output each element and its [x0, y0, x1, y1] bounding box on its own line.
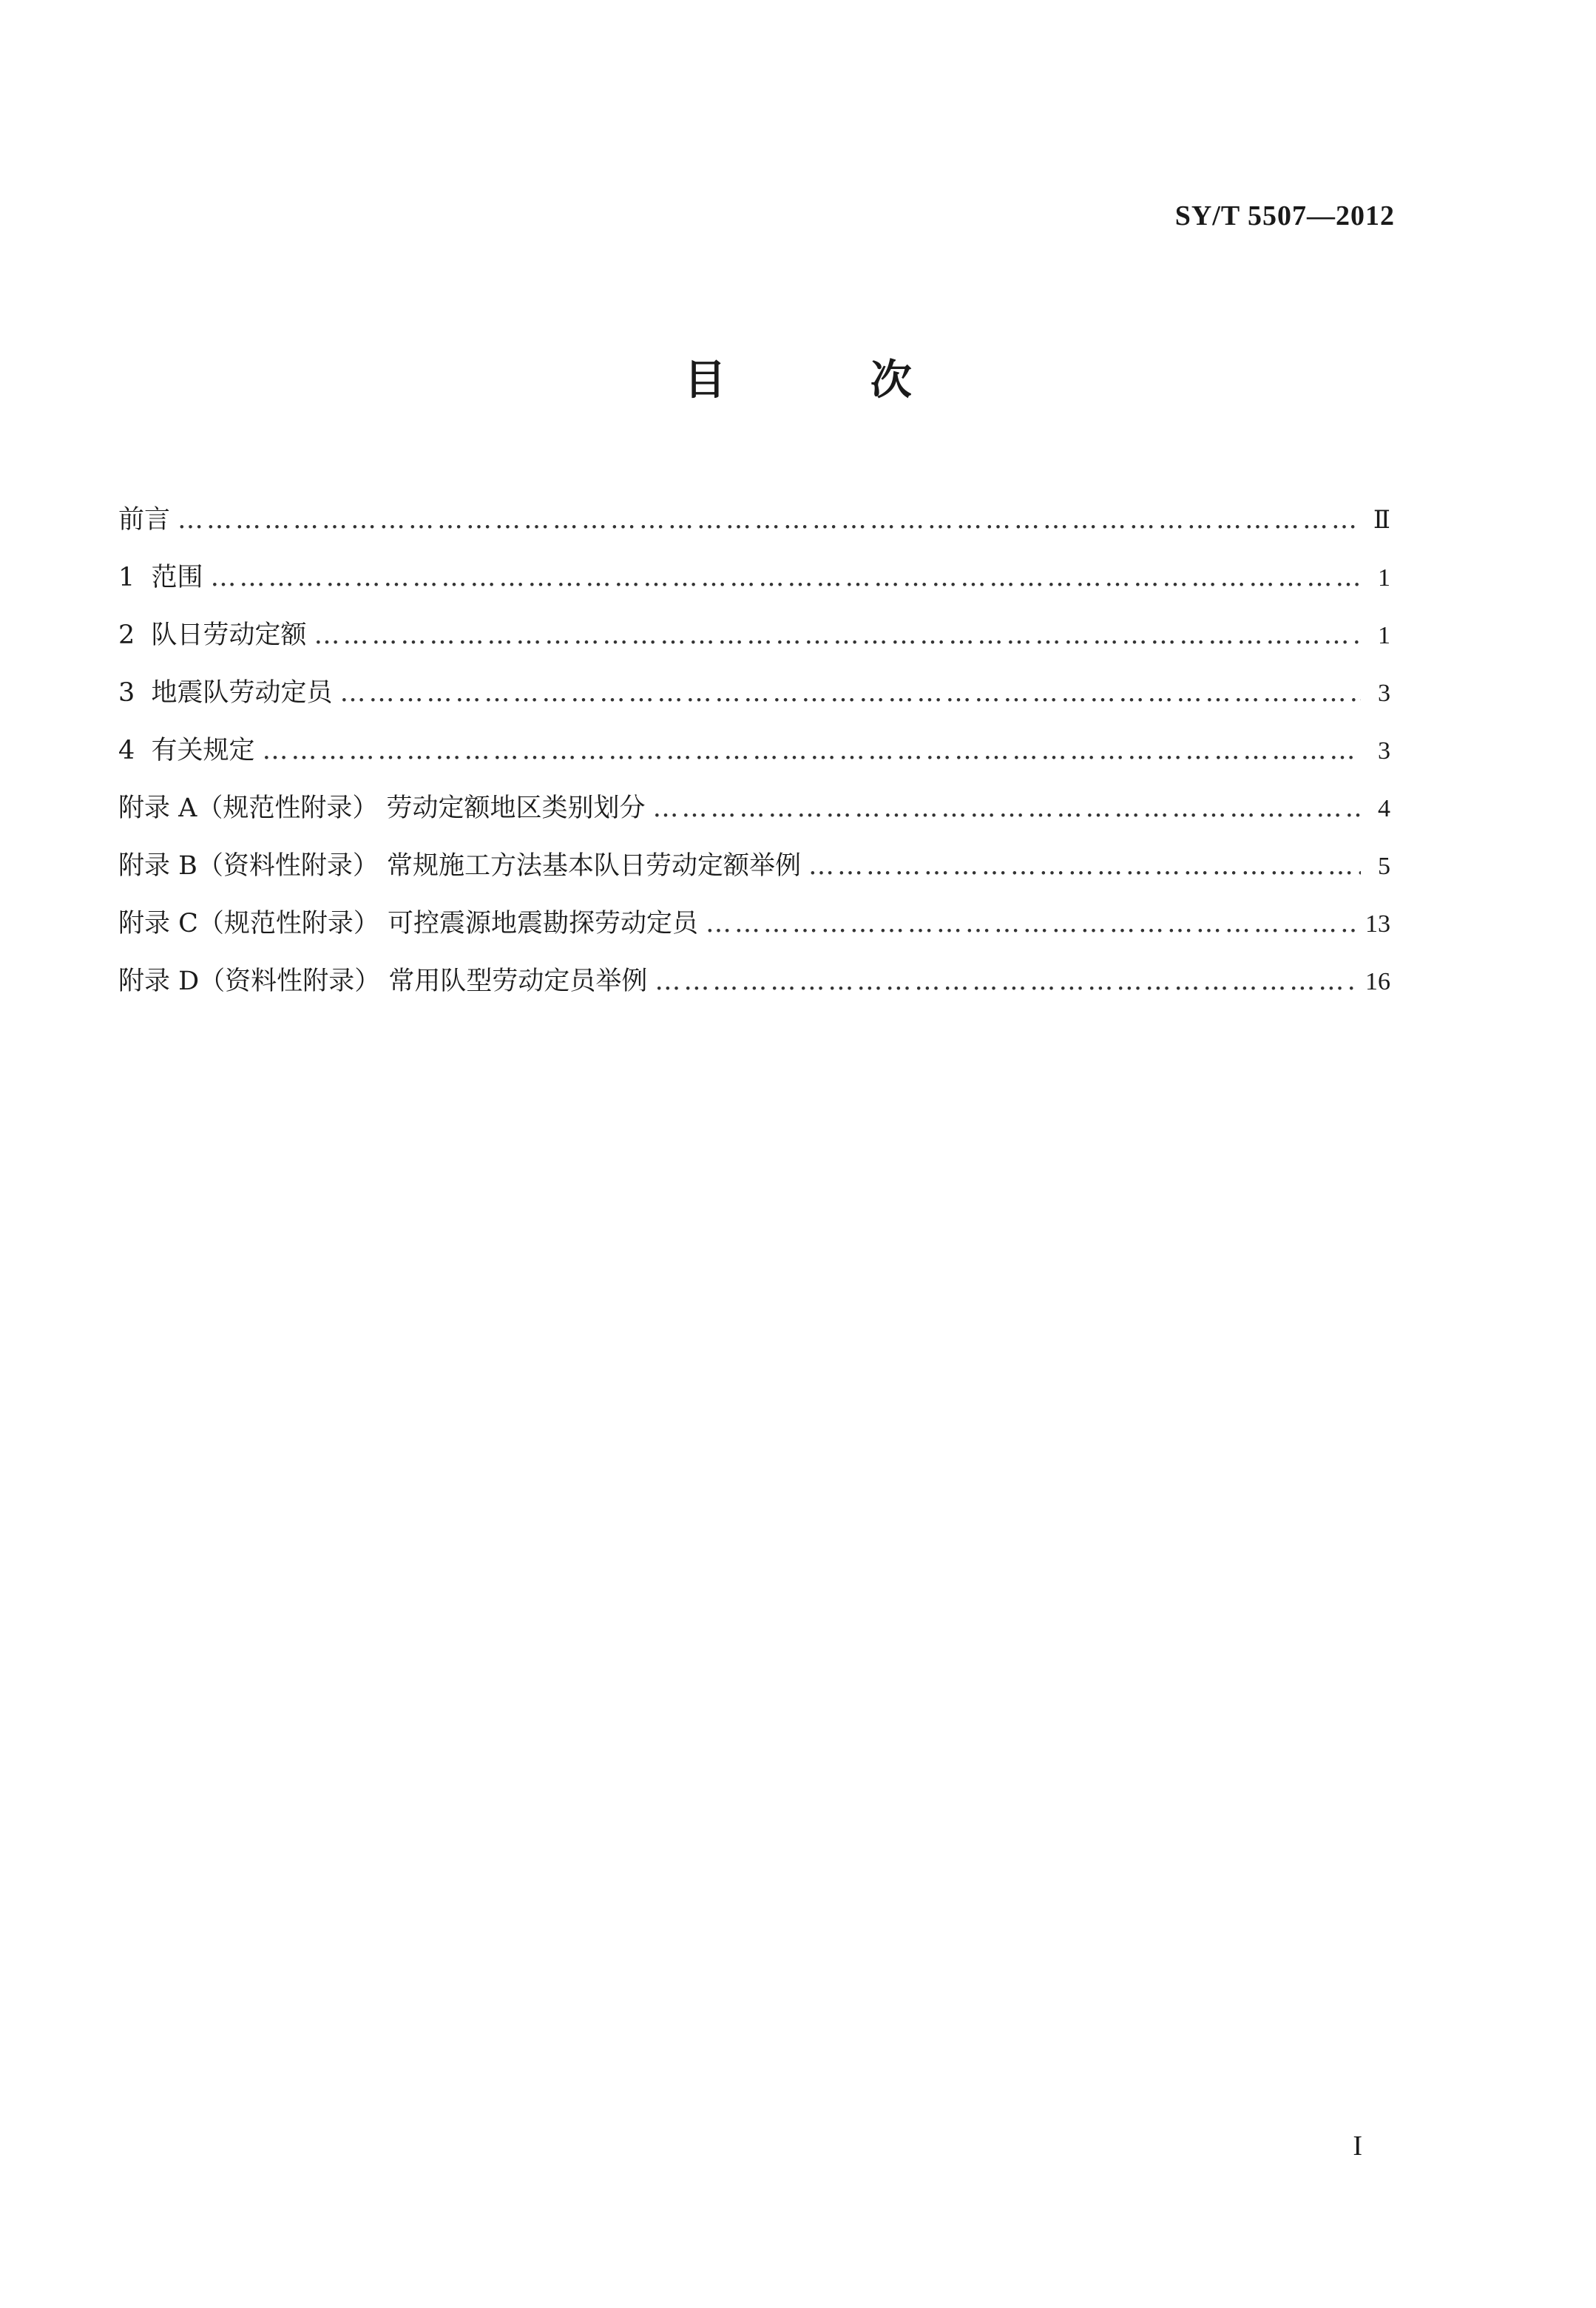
toc-entry-page: 5 — [1378, 853, 1390, 880]
toc-dot-leader — [177, 491, 1361, 549]
toc-dot-leader — [263, 722, 1361, 779]
toc-entry-seismic-crew-staffing[interactable] — [118, 664, 1390, 722]
toc-entry-label: 附录 C（规范性附录） 可控震源地震勘探劳动定员 — [118, 909, 699, 938]
toc-entry-label: 3 地震队劳动定员 — [118, 678, 333, 708]
table-of-contents — [118, 491, 1390, 1010]
toc-entry-daily-labor-quota[interactable] — [118, 606, 1390, 664]
toc-entry-label: 附录 B（资料性附录） 常规施工方法基本队日劳动定额举例 — [118, 851, 801, 881]
toc-entry-page: 13 — [1365, 910, 1390, 938]
toc-entry-appendix-d[interactable] — [118, 952, 1390, 1010]
toc-dot-leader — [706, 895, 1358, 952]
toc-entry-page: 1 — [1378, 622, 1390, 649]
toc-dot-leader — [314, 606, 1361, 664]
toc-entry-appendix-a[interactable] — [118, 779, 1390, 837]
toc-entry-page: 1 — [1378, 564, 1390, 592]
document-code: SY/T 5507—2012 — [1174, 200, 1395, 231]
toc-entry-page: 16 — [1365, 968, 1390, 995]
toc-entry-appendix-c[interactable] — [118, 895, 1390, 952]
toc-entry-label: 4 有关规定 — [118, 736, 255, 765]
toc-dot-leader — [653, 779, 1361, 837]
toc-entry-page: 3 — [1378, 737, 1390, 765]
toc-dot-leader — [655, 952, 1358, 1010]
toc-entry-page: 4 — [1378, 795, 1390, 822]
toc-entry-label: 附录 D（资料性附录） 常用队型劳动定员举例 — [118, 967, 648, 996]
toc-dot-leader — [340, 664, 1361, 722]
toc-entry-foreword[interactable] — [118, 491, 1390, 549]
toc-entry-scope[interactable] — [118, 549, 1390, 606]
toc-dot-leader — [211, 549, 1361, 606]
page-number: I — [1353, 2131, 1362, 2162]
toc-entry-label: 2 队日劳动定额 — [118, 620, 307, 650]
toc-entry-appendix-b[interactable] — [118, 837, 1390, 895]
toc-entry-relevant-provisions[interactable] — [118, 722, 1390, 779]
toc-dot-leader — [808, 837, 1361, 895]
toc-entry-label: 1 范围 — [118, 563, 203, 592]
toc-entry-page: Ⅱ — [1373, 507, 1390, 534]
page-title: 目 次 — [684, 356, 977, 405]
toc-entry-label: 前言 — [118, 505, 171, 535]
toc-entry-label: 附录 A（规范性附录） 劳动定额地区类别划分 — [118, 793, 646, 823]
toc-entry-page: 3 — [1378, 680, 1390, 707]
